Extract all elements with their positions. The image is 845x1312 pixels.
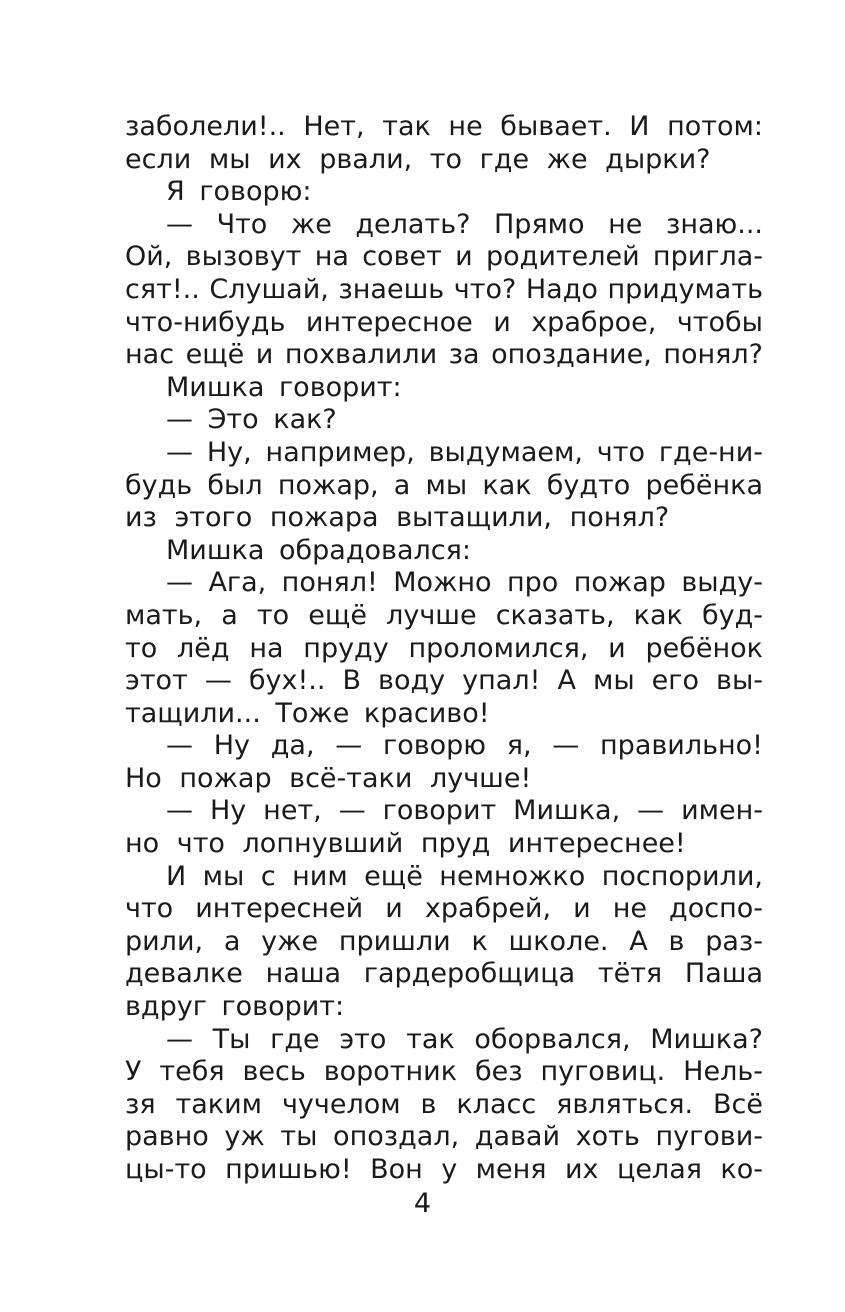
text-line: будь был пожар, а мы как будто ребёнка	[125, 469, 763, 501]
text-line: Но пожар всё-таки лучше!	[125, 762, 532, 794]
text-line: сят!.. Слушай, знаешь что? Надо придумать	[125, 273, 763, 305]
text-line: — Ну, например, выдумаем, что где-ни-	[166, 436, 763, 468]
text-line: И мы с ним ещё немножко поспорили,	[166, 860, 763, 892]
text-line: Мишка обрадовался:	[166, 534, 471, 566]
text-line: — Ну нет, — говорит Мишка, — имен-	[166, 795, 763, 827]
text-line: то лёд на пруду проломился, и ребёнок	[125, 632, 763, 664]
text-line: — Ты где это так оборвался, Мишка?	[166, 1023, 763, 1055]
text-line: рили, а уже пришли к школе. А в раз-	[125, 925, 763, 957]
text-line: Мишка говорит:	[166, 371, 402, 403]
text-line: цы-то пришью! Вон у меня их целая ко-	[125, 1154, 763, 1185]
page-number: 4	[413, 1188, 432, 1219]
text-line: Ой, вызовут на совет и родителей пригла-	[125, 241, 763, 273]
text-line: Я говорю:	[166, 176, 312, 208]
text-line: тащили... Тоже красиво!	[125, 697, 490, 729]
text-line: заболели!.. Нет, так не бывает. И потом:	[125, 111, 763, 142]
text-line: — Что же делать? Прямо не знаю...	[166, 208, 763, 240]
text-line: этот — бух!.. В воду упал! А мы его вы-	[125, 665, 763, 697]
text-line: но что лопнувший пруд интереснее!	[125, 828, 686, 860]
text-line: — Ага, понял! Можно про пожар выду-	[166, 567, 763, 599]
text-line: мать, а то ещё лучше сказать, как буд-	[125, 599, 763, 631]
text-line: — Ну да, — говорю я, — правильно!	[166, 730, 763, 762]
text-line: вдруг говорит:	[125, 991, 345, 1023]
text-line: нас ещё и похвалили за опоздание, понял?	[125, 339, 763, 371]
body-text	[125, 111, 763, 1187]
text-line: зя таким чучелом в класс являться. Всё	[125, 1088, 763, 1120]
text-line: что интересней и храбрей, и не доспо-	[125, 893, 763, 925]
text-line: У тебя весь воротник без пуговиц. Нель-	[125, 1056, 763, 1088]
text-line: если мы их рвали, то где же дырки?	[125, 143, 711, 175]
text-line: равно уж ты опоздал, давай хоть пугови-	[125, 1121, 763, 1153]
text-line: девалке наша гардеробщица тётя Паша	[125, 958, 763, 990]
text-line: — Это как?	[166, 404, 337, 436]
text-line: из этого пожара вытащили, понял?	[125, 502, 670, 534]
text-line: что-нибудь интересное и храброе, чтобы	[125, 306, 763, 338]
